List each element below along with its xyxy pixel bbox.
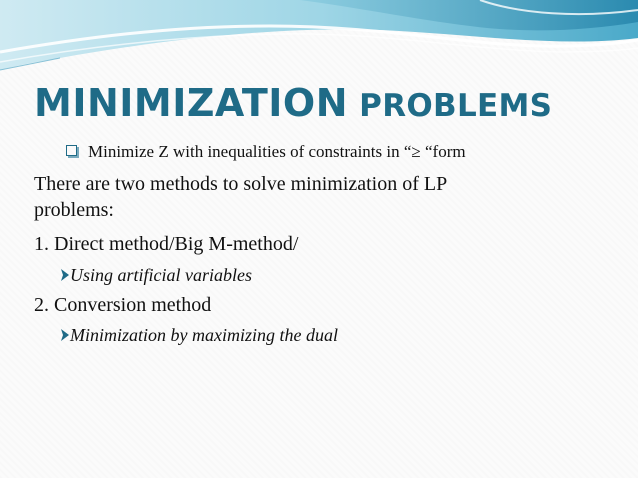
title-part-1: MINIMIZATION <box>34 81 349 125</box>
slide-title <box>34 81 553 125</box>
bullet-minimize: Minimize Z with inequalities of constraints in “≥ “form <box>88 142 466 161</box>
arrow-bullet-icon <box>60 328 70 342</box>
arrow-bullet-icon <box>60 268 70 282</box>
square-bullet-icon <box>66 145 77 156</box>
method-2-heading: 2. Conversion method <box>34 294 212 316</box>
intro-line-1: There are two methods to solve minimization of LP <box>34 173 448 195</box>
intro-line-2: problems: <box>34 199 114 221</box>
header-wave-banner <box>0 0 638 80</box>
title-part-2: PROBLEMS <box>359 88 553 124</box>
method-1-heading: 1. Direct method/Big M-method/ <box>34 233 299 255</box>
method-1-subitem: Using artificial variables <box>70 265 252 285</box>
method-2-subitem: Minimization by maximizing the dual <box>70 325 338 345</box>
